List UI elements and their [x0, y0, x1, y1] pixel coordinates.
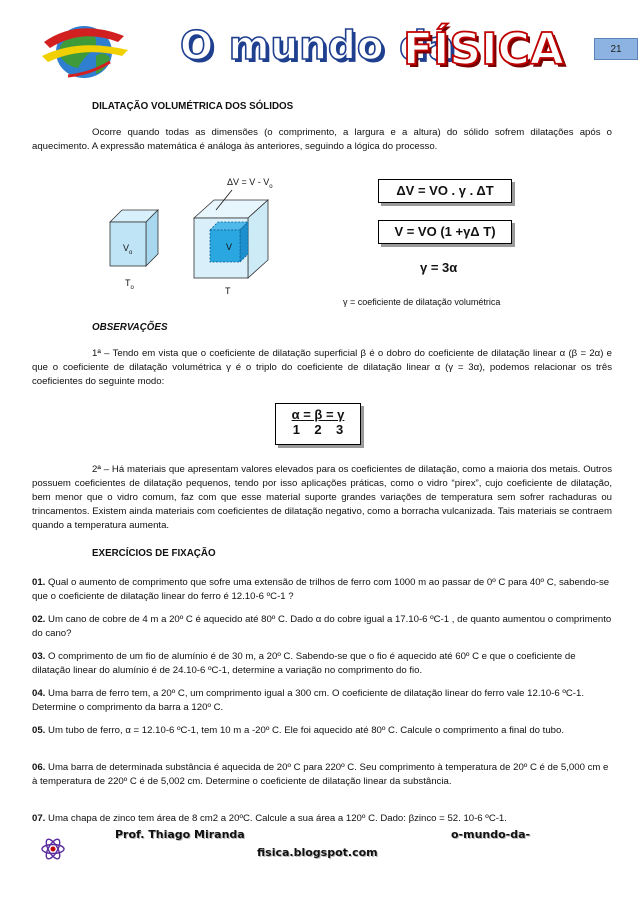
observation-2: 2ª – Há materiais que apresentam valores elevados para os coeficientes de dilatação, como a maioria dos metais. Outros possuem coeficientes de dilatação pequenos, tendo por isso aplicações práticas, como o vidro “pirex”, cujo coeficiente de dilatação, bem menor que o vidro comum, faz com que esse material suporte grandes variações de temperatura sem sofrer rachaduras ou trincamentos. Existem ainda materiais com coeficientes de dilatação negativo, como a borracha vulcanizada. Tais materiais se contraem quando a temperatura aumenta. — [32, 464, 612, 531]
observations-title: OBSERVAÇÕES — [92, 322, 168, 333]
footer-author: Prof. Thiago Miranda — [115, 828, 245, 841]
footer-site-part1[interactable]: o-mundo-da- — [451, 828, 531, 841]
observation-1: 1ª – Tendo em vista que o coeficiente de dilatação superficial β é o dobro do coeficiente de dilatação linear α (β = 2α) e que o coeficiente de dilatação volumétrica γ é o triplo do coeficiente de dilatação linear α (γ = 3α), podemos relacionar os três coeficientes do seguinte modo: — [32, 348, 612, 387]
footer-site-part2[interactable]: fisica.blogspot.com — [257, 846, 378, 859]
brand-title-accent: FÍSICA — [403, 24, 564, 75]
exercises-title: EXERCÍCIOS DE FIXAÇÃO — [92, 548, 216, 559]
delta-volume-label: $\Delta V = V - V_o$ — [227, 177, 273, 190]
exercise-item: 05. Um tubo de ferro, α = 12.10-6 ºC-1, tem 10 m a -20º C. Ele foi aquecido até 80º C. Calcule o comprimento a final do tubo. — [32, 725, 565, 736]
exercise-item: 04. Uma barra de ferro tem, a 20º C, um comprimento igual a 300 cm. O coeficiente de dilatação linear do ferro vale 12.10-6 ºC-1. Determine o comprimento da barra a 120º C. — [32, 688, 585, 713]
exercise-item: 03. O comprimento de um fio de alumínio é de 30 m, a 20º C. Sabendo-se que o fio é aquecido até 60º C e que o coeficiente de dilatação linear do alumínio é de 24.10-6 ºC-1, determine a variação no comprimento do fio. — [32, 651, 576, 676]
exercise-item: 01. Qual o aumento de comprimento que sofre uma extensão de trilhos de ferro com 1000 m ao passar de 0º C para 40º C, sabendo-se que o coeficiente de dilatação linear do ferro é 12.10-6 ºC-1 ? — [32, 577, 610, 602]
intro-paragraph: Ocorre quando todas as dimensões (o comprimento, a largura e a altura) do sólido sofrem dilatações após o aquecimento. A expressão matemática é análoga às anteriores, seguindo a lógica do processo. — [32, 127, 612, 152]
initial-volume-label: $V_o$ — [123, 243, 133, 256]
initial-temperature-label: $T_o$ — [125, 278, 134, 291]
page-number: 21 — [594, 38, 638, 60]
exercise-item: 06. Uma barra de determinada substância é aquecida de 20º C para 220º C. Seu comprimento à temperatura de 20º C é de 5,000 cm e à temperatura de 220º C é de 5,002 cm. Determine o coeficiente de dilatação linear da substância. — [32, 762, 609, 787]
ratio-numerators: α = β = γ — [291, 407, 345, 422]
ratio-denominators: 1 2 3 — [292, 422, 344, 437]
exercise-item: 07. Uma chapa de zinco tem área de 8 cm2 a 20ºC. Calcule a sua área a 120º C. Dado: βzinco = 52. 10-6 ºC-1. — [32, 813, 507, 824]
final-volume-label: V — [226, 242, 233, 252]
final-temperature-label: T — [225, 286, 231, 296]
formula-gamma-alpha: γ = 3α — [420, 260, 458, 275]
globe-logo-icon — [38, 16, 134, 86]
formula-final-volume: V = VO (1 +γΔ T) — [378, 220, 512, 244]
formula-delta-v: ΔV = VO . γ . ΔT — [378, 179, 512, 203]
expanded-cube — [194, 190, 268, 278]
initial-cube — [110, 210, 158, 266]
gamma-definition: γ = coeficiente de dilatação volumétrica — [343, 297, 501, 307]
atom-icon — [40, 836, 66, 862]
brand-title: O mundo da — [180, 24, 456, 69]
exercise-item: 02. Um cano de cobre de 4 m a 20º C é aquecido até 80º C. Dado α do cobre igual a 17.10-6 ºC-1 , de quanto aumentou o comprimento do cano? — [32, 614, 612, 639]
section-title: DILATAÇÃO VOLUMÉTRICA DOS SÓLIDOS — [92, 101, 294, 112]
coefficient-ratio-box — [275, 403, 361, 445]
